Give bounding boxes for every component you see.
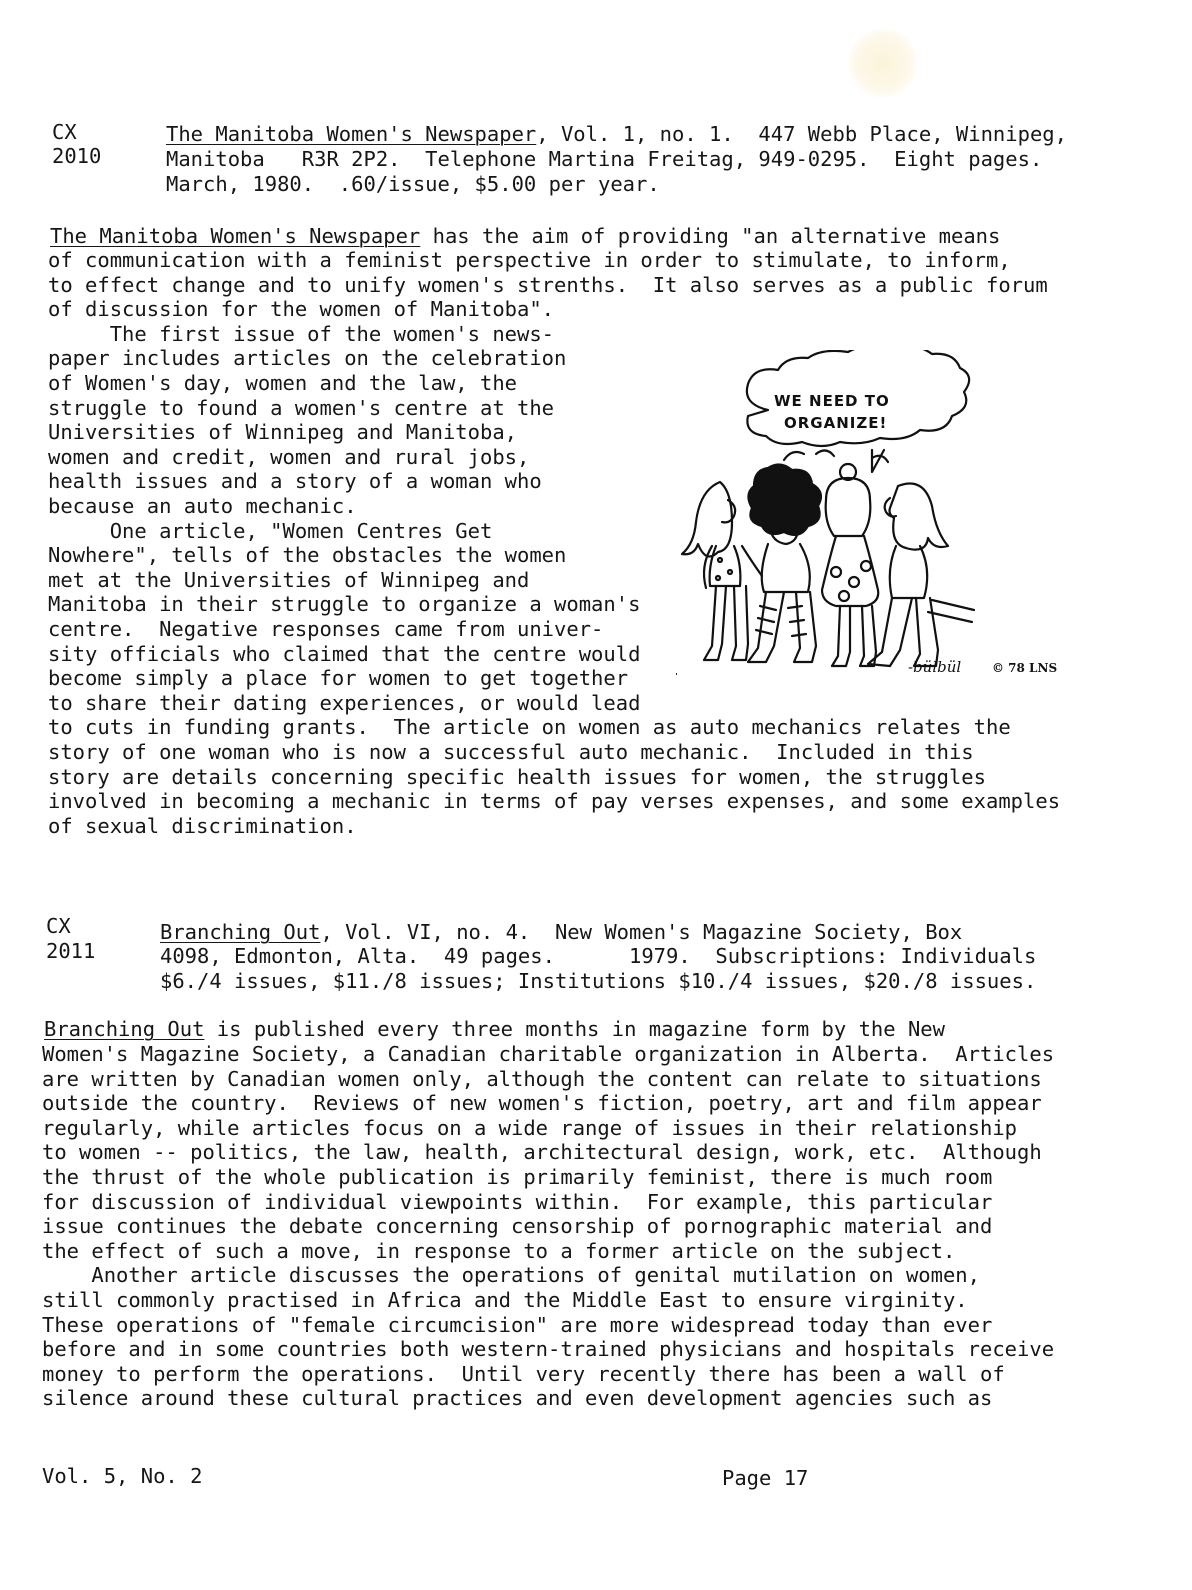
publication-title-ref: The Manitoba Women's Newspaper xyxy=(50,224,421,248)
paper-smudge xyxy=(848,28,918,98)
entry-number: 2011 xyxy=(46,939,96,963)
body-line: struggle to found a women's centre at the xyxy=(48,395,555,420)
body-line: of discussion for the women of Manitoba". xyxy=(48,297,555,322)
citation-line-1: Branching Out, Vol. VI, no. 4. New Women's Magazine Society, Box xyxy=(160,920,963,944)
entry-number: 2010 xyxy=(52,144,102,168)
cartoon-credit: © 78 LNS xyxy=(992,661,1058,675)
body-line: sity officials who claimed that the centre would xyxy=(48,641,641,666)
body-line: the effect of such a move, in response to a former article on the subject. xyxy=(42,1238,956,1263)
body-line: One article, "Women Centres Get xyxy=(48,518,493,543)
afro-hair xyxy=(748,464,820,534)
citation-line-3: $6./4 issues, $11./8 issues; Institutions $10./4 issues, $20./8 issues. xyxy=(160,969,1037,993)
body-line: outside the country. Reviews of new women's fiction, poetry, art and film appear xyxy=(42,1091,1042,1116)
citation-line-2: Manitoba R3R 2P2. Telephone Martina Freitag, 949-0295. Eight pages. xyxy=(166,147,1043,171)
entry-code: CX xyxy=(52,120,77,144)
body-line: Women's Magazine Society, a Canadian charitable organization in Alberta. Articles xyxy=(42,1042,1055,1066)
body-line: Nowhere", tells of the obstacles the women xyxy=(48,543,567,568)
body-line: The first issue of the women's news- xyxy=(48,321,555,346)
body-line: become simply a place for women to get together xyxy=(48,666,629,691)
footer-volume: Vol. 5, No. 2 xyxy=(42,1464,203,1488)
body-line: to women -- politics, the law, health, architectural design, work, etc. Although xyxy=(42,1140,1042,1165)
body-line-first: Branching Out is published every three months in magazine form by the New xyxy=(44,1017,945,1041)
body-line: centre. Negative responses came from univer- xyxy=(48,617,604,641)
body-line: story of one woman who is now a successful auto mechanic. Included in this xyxy=(48,740,974,764)
body-line: health issues and a story of a woman who xyxy=(48,469,542,494)
body-line: to share their dating experiences, or would lead xyxy=(48,690,641,715)
body-line: for discussion of individual viewpoints within. For example, this particular xyxy=(42,1189,993,1214)
body-line: met at the Universities of Winnipeg and xyxy=(48,567,530,592)
body-line: women and credit, women and rural jobs, xyxy=(48,444,530,469)
body-line-first: The Manitoba Women's Newspaper has the aim of providing "an alternative means xyxy=(50,224,1001,248)
body-line: Another article discusses the operations of genital mutilation on women, xyxy=(42,1263,980,1288)
body-line: money to perform the operations. Until very recently there has been a wall of xyxy=(42,1361,1005,1386)
entry-code: CX xyxy=(46,914,71,938)
body-line: Universities of Winnipeg and Manitoba, xyxy=(48,420,517,445)
body-line: before and in some countries both western-trained physicians and hospitals receive xyxy=(42,1337,1055,1362)
cartoon-illustration xyxy=(676,350,1076,690)
footer-page-number: Page 17 xyxy=(722,1466,809,1490)
body-line: These operations of "female circumcision" are more widespread today than ever xyxy=(42,1312,993,1337)
body-line: to cuts in funding grants. The article on women as auto mechanics relates the xyxy=(48,715,1011,740)
body-line: still commonly practised in Africa and the Middle East to ensure virginity. xyxy=(42,1288,968,1312)
body-line: story are details concerning specific health issues for women, the struggles xyxy=(48,764,986,789)
body-line: paper includes articles on the celebration xyxy=(48,346,567,371)
publication-title: The Manitoba Women's Newspaper xyxy=(166,122,537,146)
speech-line-1: WE NEED TO xyxy=(774,392,890,410)
body-line: of sexual discrimination. xyxy=(48,813,357,838)
body-line: are written by Canadian women only, although the content can relate to situations xyxy=(42,1066,1042,1091)
body-line: Manitoba in their struggle to organize a woman's xyxy=(48,592,641,617)
body-line: regularly, while articles focus on a wide range of issues in their relationship xyxy=(42,1115,1018,1140)
body-line: involved in becoming a mechanic in terms of pay verses expenses, and some examples xyxy=(48,789,1061,814)
citation-line-3: March, 1980. .60/issue, $5.00 per year. xyxy=(166,172,660,196)
body-line: issue continues the debate concerning censorship of pornographic material and xyxy=(42,1214,993,1239)
body-line: of Women's day, women and the law, the xyxy=(48,371,517,395)
publication-title: Branching Out xyxy=(160,920,321,944)
body-line: the thrust of the whole publication is primarily feminist, there is much room xyxy=(42,1165,993,1189)
publication-title-ref: Branching Out xyxy=(44,1017,205,1041)
speech-line-2: ORGANIZE! xyxy=(784,414,888,432)
artist-signature: -bülbül xyxy=(908,658,962,676)
citation-line-2: 4098, Edmonton, Alta. 49 pages. 1979. Subscriptions: Individuals xyxy=(160,944,1037,968)
body-line: because an auto mechanic. xyxy=(48,494,357,518)
body-line: silence around these cultural practices and even development agencies such as xyxy=(42,1386,993,1411)
citation-line-1: The Manitoba Women's Newspaper, Vol. 1, no. 1. 447 Webb Place, Winnipeg, xyxy=(166,122,1067,146)
body-line: to effect change and to unify women's strenths. It also serves as a public forum xyxy=(48,272,1048,297)
body-line: of communication with a feminist perspective in order to stimulate, to inform, xyxy=(48,248,1011,272)
